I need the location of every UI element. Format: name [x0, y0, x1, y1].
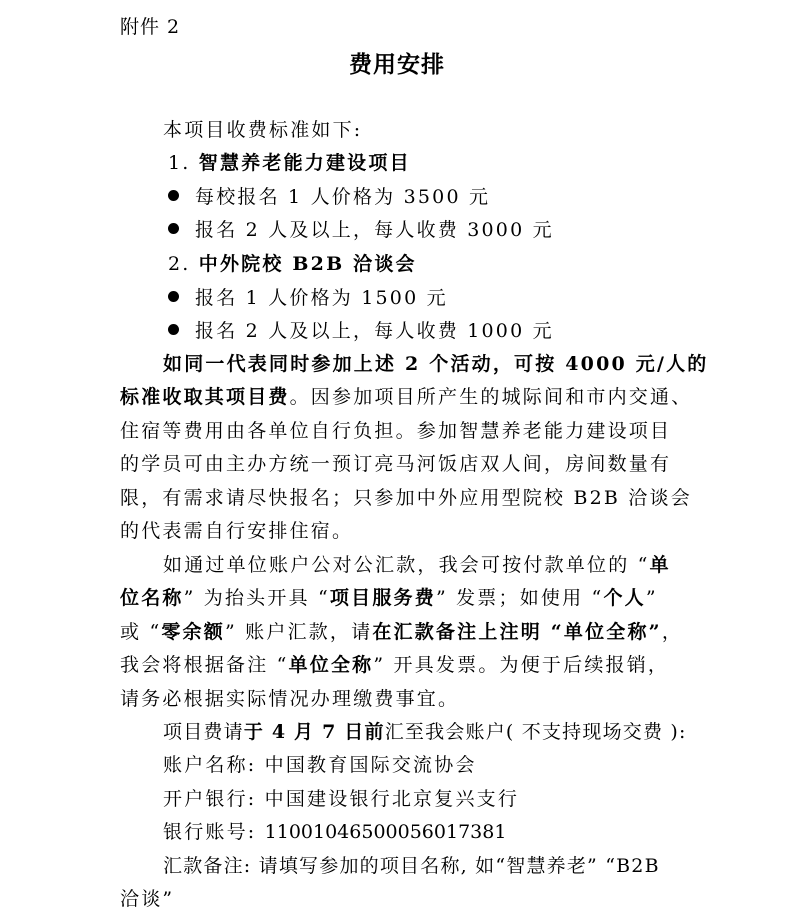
para2-line-2 [120, 586, 658, 610]
bullet-text: 每校报名 1 人价格为 3500 元 [195, 186, 491, 208]
para2-text: 我会将根据备注 “ [120, 654, 289, 676]
para2-line-5: 请务必根据实际情况办理缴费事宜。 [120, 688, 460, 710]
item-1-heading [168, 151, 411, 175]
intro-text: 本项目收费标准如下: [163, 119, 363, 141]
para1-line-2 [120, 385, 692, 409]
bullet-text: 报名 2 人及以上，每人收费 3000 元 [195, 219, 554, 241]
remark-value: 请填写参加的项目名称, 如“智慧养老” “B2B [258, 855, 660, 877]
item-1-title: 智慧养老能力建设项目 [198, 152, 411, 174]
para2-bold-text: 在汇款备注上注明 “单位全称” [372, 621, 662, 643]
account-name-value: 中国教育国际交流协会 [264, 754, 477, 776]
item-2-bullet-2 [168, 319, 554, 343]
bank-value: 中国建设银行北京复兴支行 [264, 788, 520, 810]
remark-row-continued: 洽谈” [120, 888, 175, 910]
para2-line-1 [163, 553, 671, 577]
para2-text: ” 发票；如使用 “ [435, 587, 604, 609]
item-1-bullet-2 [168, 218, 554, 242]
bank-row [163, 787, 519, 811]
item-2-heading [168, 252, 417, 276]
para2-text: 或 “ [120, 621, 162, 643]
bank-label: 开户银行: [163, 788, 257, 810]
para2-bold-text: 单位全称 [288, 654, 374, 676]
item-2-number: 2. [168, 253, 191, 275]
account-name-label: 账户名称: [163, 754, 257, 776]
para1-text: 。因参加项目所产生的城际间和市内交通、 [289, 386, 693, 408]
bullet-text: 报名 1 人价格为 1500 元 [195, 287, 448, 309]
para2-bold-text: 单 [649, 554, 671, 576]
deadline-date: 于 4 月 7 日前 [243, 721, 385, 743]
page-title: 费用安排 [349, 51, 445, 78]
para2-text: ” 开具发票。为便于后续报销， [373, 654, 670, 676]
account-name-row [163, 753, 477, 777]
payment-deadline [163, 720, 687, 744]
item-2-title: 中外院校 B2B 洽谈会 [198, 253, 417, 275]
bullet-icon [168, 324, 179, 335]
item-1-bullet-1 [168, 185, 490, 209]
para2-text: ” [645, 587, 658, 609]
item-2-bullet-1 [168, 286, 448, 310]
account-number-label: 银行账号: [163, 821, 257, 843]
para2-text: ” 为抬头开具 “ [183, 587, 330, 609]
para1-line-4: 的学员可由主办方统一预订亮马河饭店双人间，房间数量有 [120, 453, 672, 475]
bullet-text: 报名 2 人及以上，每人收费 1000 元 [195, 320, 554, 342]
para1-bold-text: 标准收取其项目费 [120, 386, 290, 408]
bullet-icon [168, 291, 179, 302]
attachment-label: 附件 2 [120, 16, 181, 38]
para2-bold-text: 零余额 [161, 621, 225, 643]
item-1-number: 1. [168, 152, 191, 174]
para2-bold-text: 个人 [603, 587, 646, 609]
para2-text: ， [661, 621, 684, 643]
para2-text: 如通过单位账户公对公汇款，我会可按付款单位的 “ [163, 554, 650, 576]
para2-bold-text: 位名称 [120, 587, 184, 609]
para1-line-3: 住宿等费用由各单位自行负担。参加智慧养老能力建设项目 [120, 420, 672, 442]
deadline-text: 汇至我会账户( 不支持现场交费 ): [384, 721, 687, 743]
para2-bold-text: 项目服务费 [329, 587, 436, 609]
para2-line-4 [120, 653, 669, 677]
para1-line-5: 限，有需求请尽快报名；只参加中外应用型院校 B2B 洽谈会 [120, 487, 692, 509]
para2-text: ” 账户汇款，请 [224, 621, 373, 643]
account-number-value: 11001046500056017381 [264, 821, 507, 843]
deadline-text: 项目费请 [163, 721, 244, 743]
para1-line-1: 如同一代表同时参加上述 2 个活动，可按 4000 元/人的 [163, 353, 709, 375]
account-number-row [163, 820, 506, 844]
bullet-icon [168, 190, 179, 201]
remark-label: 汇款备注: [163, 855, 252, 877]
para1-line-6: 的代表需自行安排住宿。 [120, 520, 354, 542]
remark-row [163, 854, 660, 878]
bullet-icon [168, 223, 179, 234]
para2-line-3 [120, 620, 683, 644]
